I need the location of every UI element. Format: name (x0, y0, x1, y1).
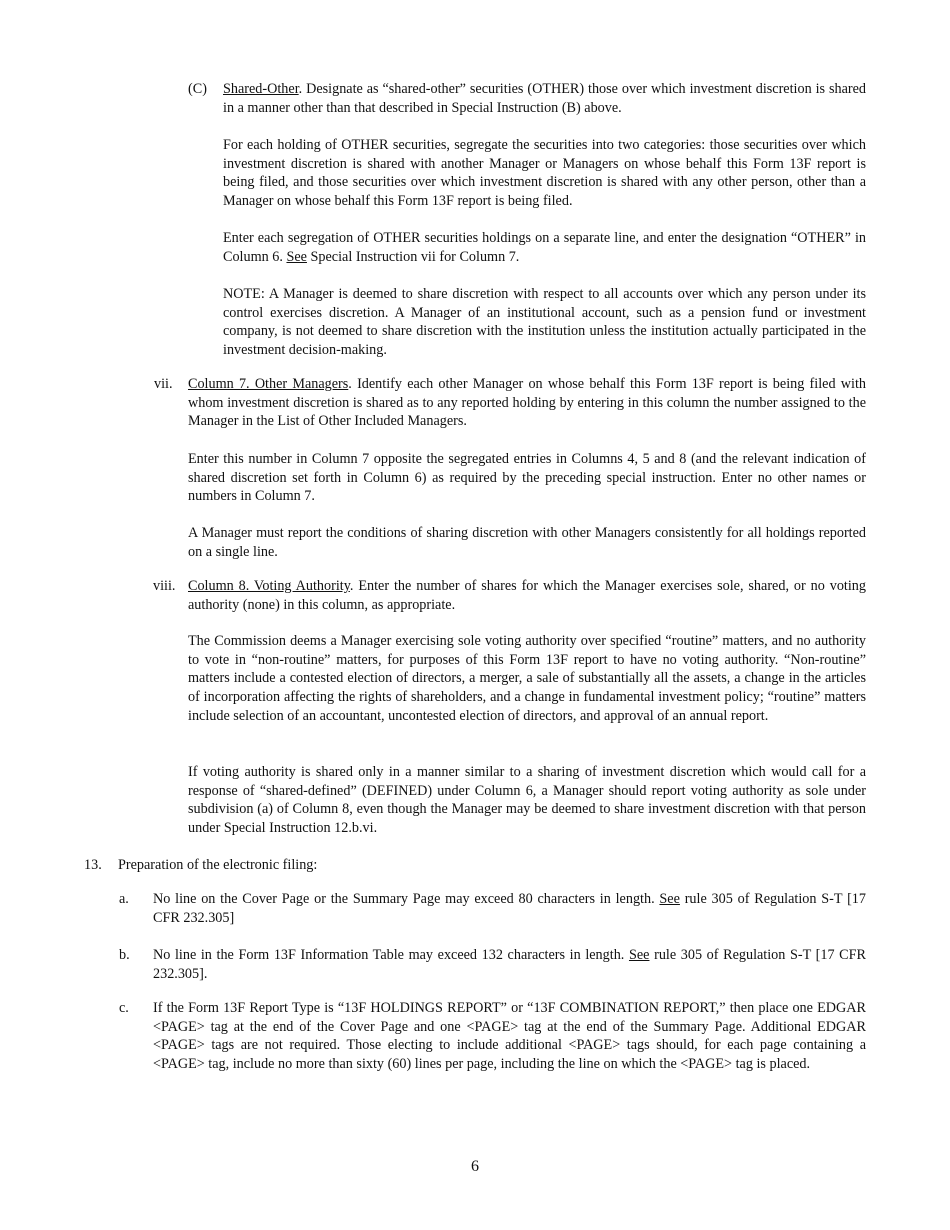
item-vii-intro-text: . Identify each other Manager on whose behalf this Form 13F report is being filed with whom investment discretion is shared as to any reported holding by entering in this column the number assigned to the Manager in the List of Other Included Managers. (188, 376, 866, 430)
item-vii-title: Column 7. Other Managers (188, 376, 349, 392)
item-vii-para-1: Enter this number in Column 7 opposite the segregated entries in Columns 4, 5 and 8 (and the relevant indication of shared discretion set forth in Column 6) as required by the preceding special instruction. Enter no other names or numbers in Column 7. (188, 451, 866, 505)
item-viii-para-1: The Commission deems a Manager exercising sole voting authority over specified “routine” matters, and no authority to vote in “non-routine” matters, for purposes of this Form 13F report to have no voting authority. “Non-routine” matters include a contested election of directors, a merger, a sale of substantially all the assets, a change in the articles of incorporation affecting the rights of shareholders, and a change in fundamental investment policy; “routine” matters include selection of an accountant, uncontested election of directors, and approval of an annual report. (188, 633, 866, 724)
item-13a-text (153, 890, 866, 927)
item-viii-para-2: If voting authority is shared only in a manner similar to a sharing of investment discretion which would call for a response of “shared-defined” (DEFINED) under Column 6, a Manager should report voting authority as sole under subdivision (a) of Column 8, even though the Manager may be deemed to share investment discretion with that person under Special Instruction 12.b.vi. (188, 764, 866, 837)
section-c-para-2-text: Enter each segregation of OTHER securities holdings on a separate line, and enter the designation “OTHER” in Column 6. (223, 230, 866, 265)
item-viii-intro-text: . Enter the number of shares for which the Manager exercises sole, shared, or no voting authority (none) in this column, as appropriate. (188, 578, 866, 613)
item-13b-label: b. (119, 947, 130, 963)
page-number: 6 (471, 1158, 479, 1175)
section-c-note: NOTE: A Manager is deemed to share discretion with respect to all accounts over which any person under its control exercises discretion. A Manager of an institutional account, such as a pension fund or investment company, is not deemed to share discretion with the institution unless the institution actually participated in the investment decision-making. (223, 286, 866, 359)
item-13b-post: rule 305 of Regulation S-T [17 CFR 232.305]. (153, 947, 866, 982)
item-13a-post: rule 305 of Regulation S-T [17 CFR 232.305] (153, 891, 866, 926)
see-reference: See (628, 947, 650, 963)
section-c-intro-text: . Designate as “shared-other” securities (OTHER) those over which investment discretion is shared in a manner other than that described in Special Instruction (B) above. (223, 81, 866, 116)
item-viii-label: viii. (153, 578, 176, 594)
section-c-para-2 (223, 229, 866, 266)
item-13c-text: If the Form 13F Report Type is “13F HOLDINGS REPORT” or “13F COMBINATION REPORT,” then place one EDGAR <PAGE> tag at the end of the Cover Page and one <PAGE> tag at the end of the Summary Page. Additional EDGAR <PAGE> tags are not required. Those electing to include additional <PAGE> tags should, for each page containing a <PAGE> tag, include no more than sixty (60) lines per page, including the line on which the <PAGE> tag is placed. (153, 1000, 866, 1073)
section-c-title: Shared-Other (223, 81, 299, 97)
section-c-para-2-tail: Special Instruction vii for Column 7. (306, 248, 520, 265)
item-13-label: 13. (84, 857, 102, 873)
see-reference: See (659, 891, 680, 907)
section-c-intro (223, 80, 866, 117)
item-vii-intro (188, 375, 866, 431)
section-c-para-1: For each holding of OTHER securities, segregate the securities into two categories: those securities over which investment discretion is shared with another Manager or Managers on whose behalf this Form 13F report is being filed, and those securities over which investment discretion is shared with any other person, other than a Manager on whose behalf this Form 13F report is being filed. (223, 137, 866, 210)
item-vii-para-2: A Manager must report the conditions of sharing discretion with other Managers consistently for all holdings reported on a single line. (188, 525, 866, 560)
section-c-label: (C) (188, 81, 207, 97)
see-reference: See (286, 248, 307, 265)
item-13b-pre: No line in the Form 13F Information Table may exceed 132 characters in length. (153, 947, 629, 963)
item-13-heading: Preparation of the electronic filing: (118, 857, 318, 873)
item-13a-pre: No line on the Cover Page or the Summary Page may exceed 80 characters in length. (153, 891, 660, 907)
item-13a-label: a. (119, 891, 129, 907)
item-vii-label: vii. (154, 376, 173, 392)
item-viii-title: Column 8. Voting Authority (188, 578, 350, 594)
item-viii-intro (188, 577, 866, 614)
item-13c-label: c. (119, 1000, 129, 1016)
item-13b-text (153, 946, 866, 983)
